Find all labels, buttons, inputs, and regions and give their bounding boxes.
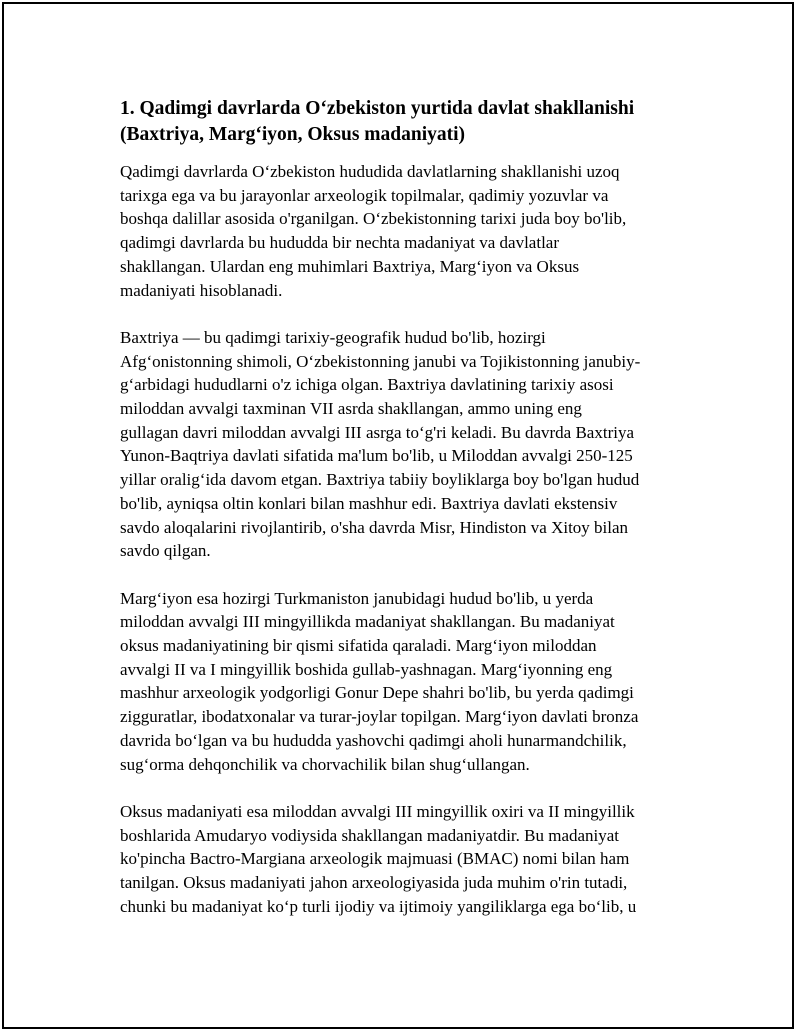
text-line: Yunon-Baqtriya davlati sifatida ma'lum bo'lib, u Miloddan avvalgi 250-125 xyxy=(120,446,633,466)
text-line: qadimgi davrlarda bu hududda bir nechta madaniyat va davlatlar xyxy=(120,233,560,253)
text-line: mashhur arxeologik yodgorligi Gonur Depe shahri bo'lib, bu yerda qadimgi xyxy=(120,683,634,703)
paragraph-intro xyxy=(120,160,692,302)
title-line: (Baxtriya, Marg‘iyon, Oksus madaniyati) xyxy=(120,124,466,145)
text-line: boshlarida Amudaryo vodiysida shakllangan madaniyatdir. Bu madaniyat xyxy=(120,825,620,845)
text-line: savdo qilgan. xyxy=(120,541,211,561)
paragraph-margiyon xyxy=(120,587,692,777)
text-line: zigguratlar, ibodatxonalar va turar-joylar topilgan. Marg‘iyon davlati bronza xyxy=(120,707,639,727)
paragraph-baxtriya xyxy=(120,326,692,563)
text-line: Afg‘onistonning shimoli, O‘zbekistonning janubi va Tojikistonning janubiy- xyxy=(120,351,641,371)
page-title xyxy=(120,96,692,148)
text-line: miloddan avvalgi III mingyillikda madaniyat shakllangan. Bu madaniyat xyxy=(120,612,615,632)
text-line: chunki bu madaniyat ko‘p turli ijodiy va ijtimoiy yangiliklarga ega bo‘lib, u xyxy=(120,896,637,916)
text-line: Qadimgi davrlarda O‘zbekiston hududida davlatlarning shakllanishi uzoq xyxy=(120,162,620,181)
text-line: madaniyati hisoblanadi. xyxy=(120,280,283,300)
text-line: tarixga ega va bu jarayonlar arxeologik topilmalar, qadimiy yozuvlar va xyxy=(120,185,609,205)
document-content xyxy=(120,96,692,942)
text-line: bo'lib, ayniqsa oltin konlari bilan mashhur edi. Baxtriya davlati ekstensiv xyxy=(120,493,618,513)
text-line: Marg‘iyon esa hozirgi Turkmaniston janubidagi hudud bo'lib, u yerda xyxy=(120,588,594,608)
text-line: ko'pincha Bactro-Margiana arxeologik majmuasi (BMAC) nomi bilan ham xyxy=(120,849,630,869)
text-line: avvalgi II va I mingyillik boshida gullab-yashnagan. Marg‘iyonning eng xyxy=(120,659,613,679)
document-page xyxy=(2,2,794,1029)
title-line: 1. Qadimgi davrlarda O‘zbekiston yurtida davlat shakllanishi xyxy=(120,98,635,119)
paragraph-oksus xyxy=(120,800,692,919)
text-line: g‘arbidagi hududlarni o'z ichiga olgan. Baxtriya davlatining tarixiy asosi xyxy=(120,375,614,395)
text-line: Oksus madaniyati esa miloddan avvalgi III mingyillik oxiri va II mingyillik xyxy=(120,801,635,821)
text-line: gullagan davri miloddan avvalgi III asrga to‘g'ri keladi. Bu davrda Baxtriya xyxy=(120,422,635,442)
text-line: Baxtriya — bu qadimgi tarixiy-geografik hudud bo'lib, hozirgi xyxy=(120,327,546,347)
text-line: tanilgan. Oksus madaniyati jahon arxeologiyasida juda muhim o'rin tutadi, xyxy=(120,873,628,893)
text-line: boshqa dalillar asosida o'rganilgan. O‘zbekistonning tarixi juda boy bo'lib, xyxy=(120,209,627,229)
text-line: yillar oralig‘ida davom etgan. Baxtriya tabiiy boyliklarga boy bo'lgan hudud xyxy=(120,470,640,490)
text-line: shakllangan. Ulardan eng muhimlari Baxtriya, Marg‘iyon va Oksus xyxy=(120,256,580,276)
text-line: davrida bo‘lgan va bu hududda yashovchi qadimgi aholi hunarmandchilik, xyxy=(120,730,627,750)
text-line: oksus madaniyatining bir qismi sifatida qaraladi. Marg‘iyon miloddan xyxy=(120,636,597,656)
text-line: sug‘orma dehqonchilik va chorvachilik bilan shug‘ullangan. xyxy=(120,754,530,774)
text-line: savdo aloqalarini rivojlantirib, o'sha davrda Misr, Hindiston va Xitoy bilan xyxy=(120,517,629,537)
text-line: miloddan avvalgi taxminan VII asrda shakllangan, ammo uning eng xyxy=(120,399,582,419)
